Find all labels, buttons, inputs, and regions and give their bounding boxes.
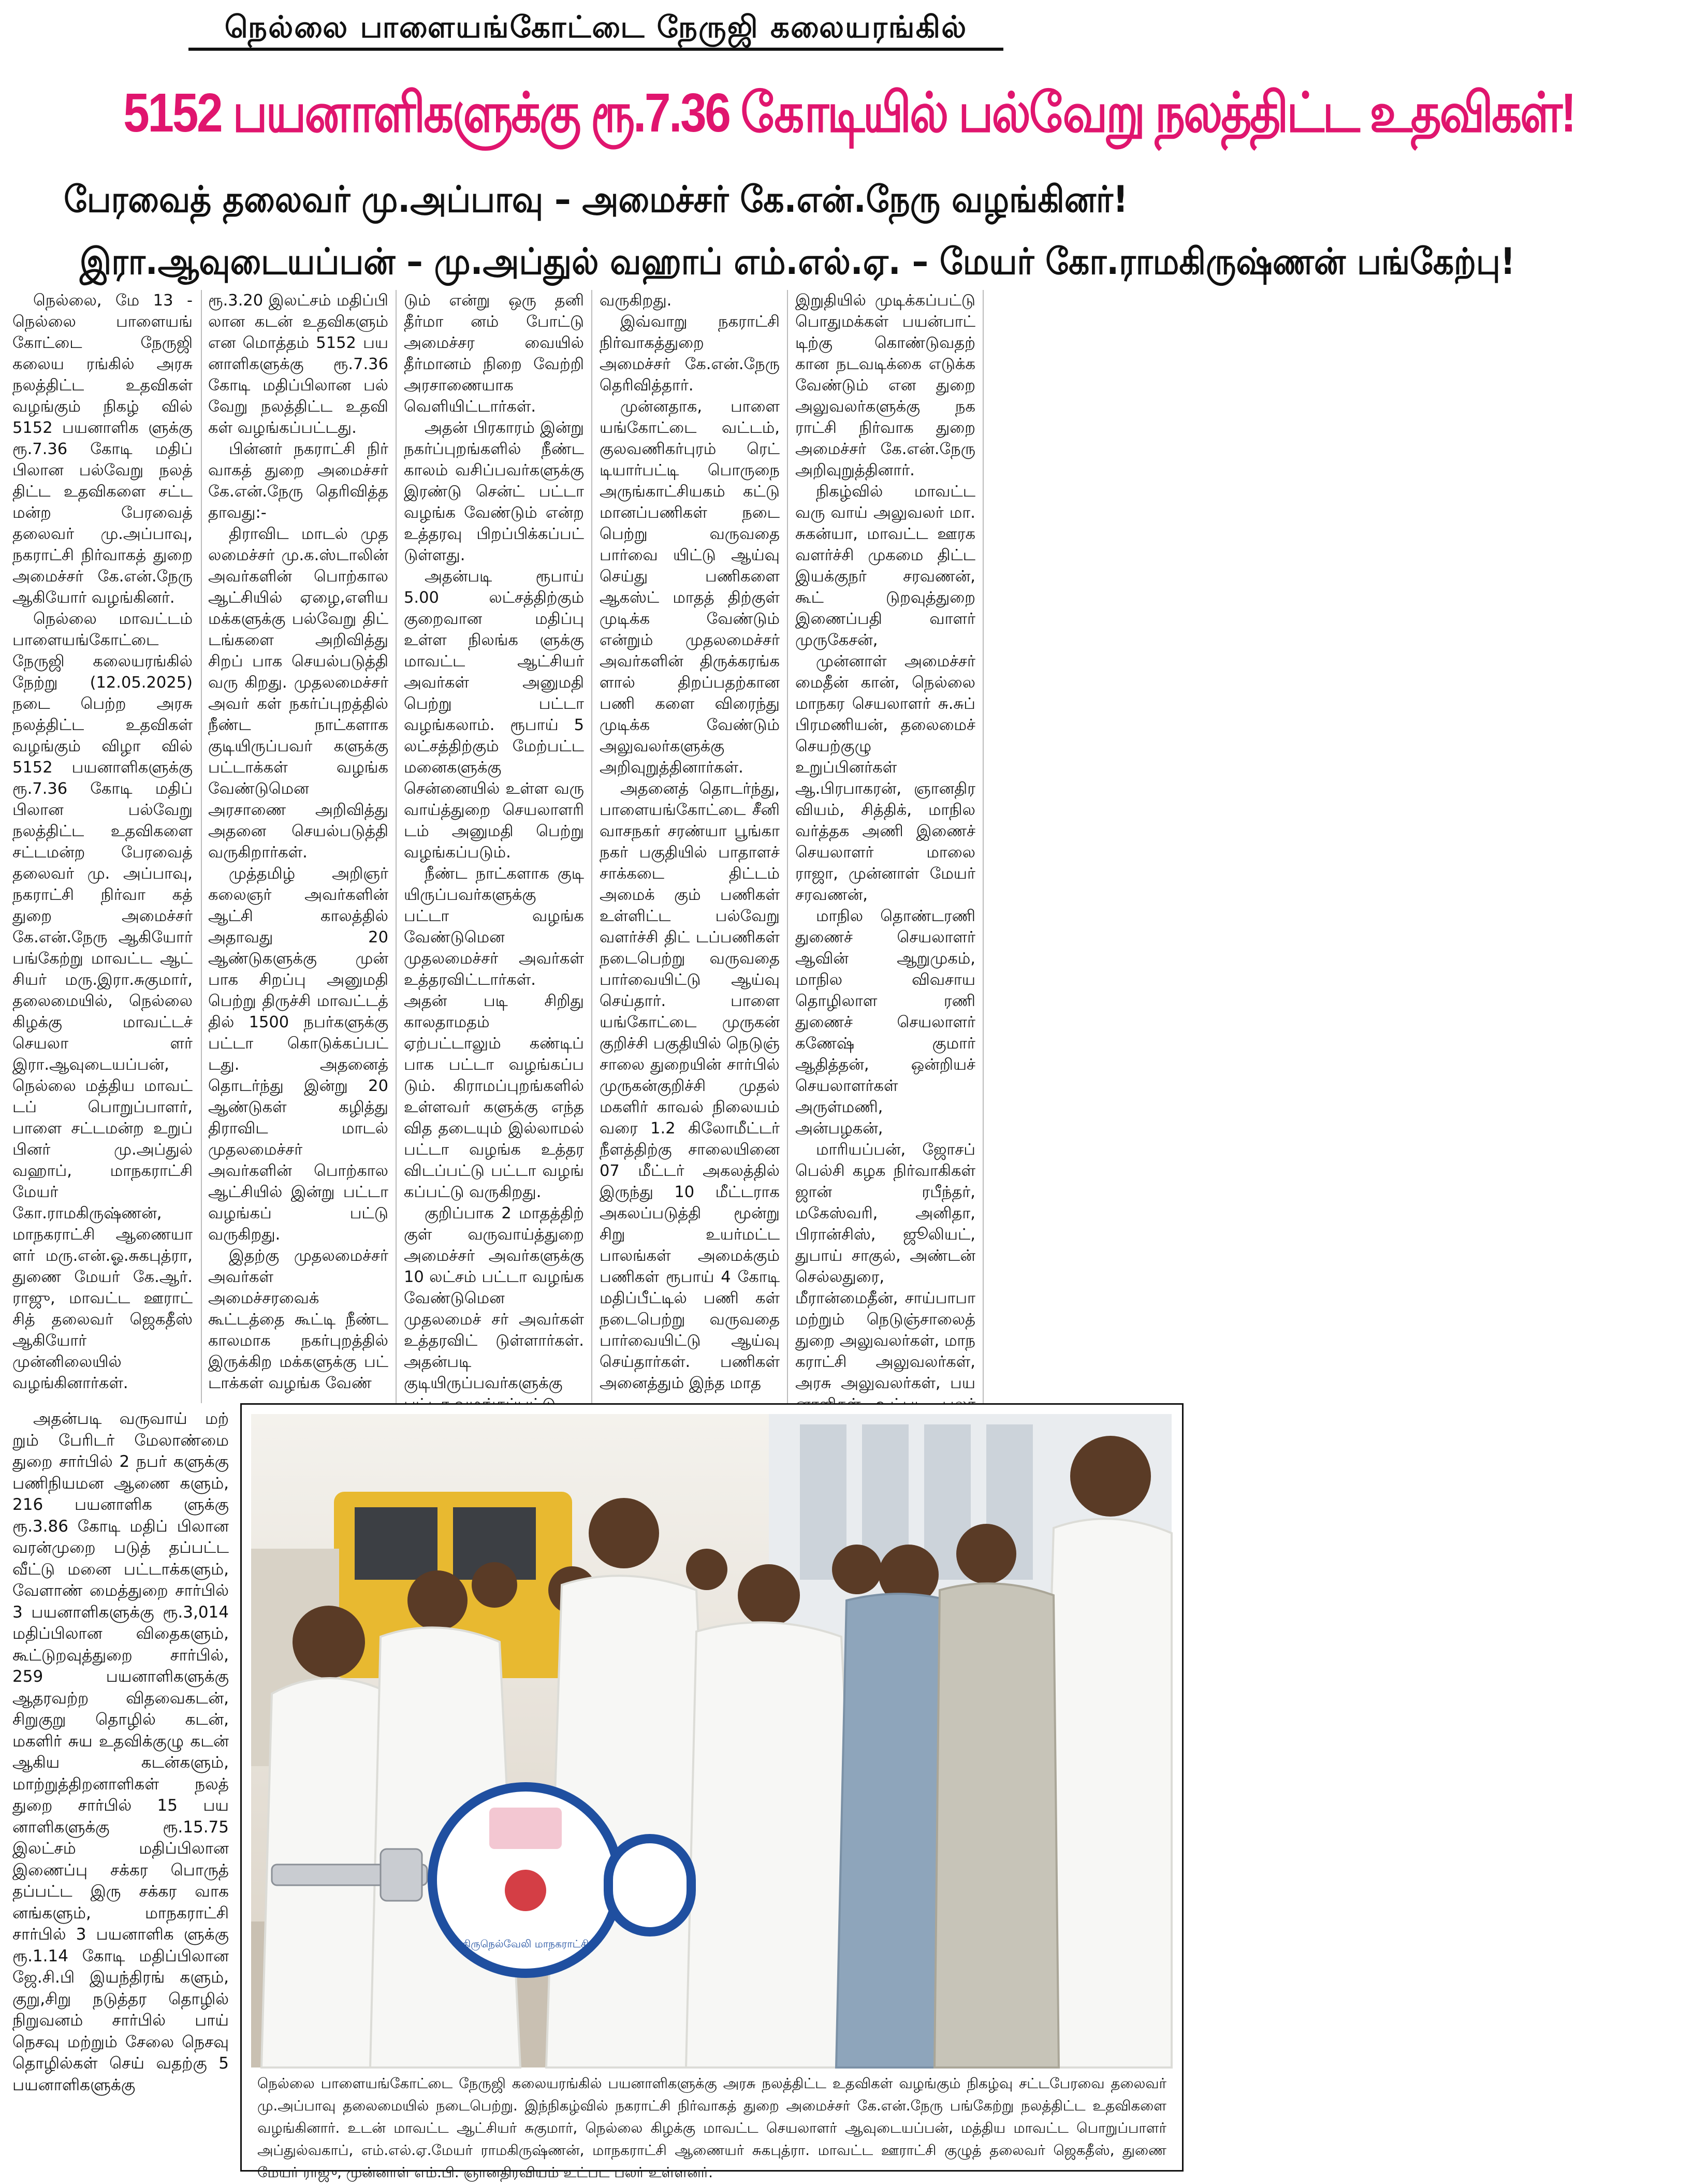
paragraph: அதன்படி வருவாய் மற் றும் பேரிடர் மேலாண்மை துறை சார்பில் 2 நபர் களுக்கு பணிநியமன ஆணை களும், 216 பயனாளிக ளுக்கு ரூ.3.86 கோடி மதிப் பிலான வரன்முறை படுத் தப்பட்ட வீட்டு மனை பட்டாக்களும், வேளாண் மைத்துறை சார்பில் 3 பயனாளிகளுக்கு ரூ.3,014 மதிப்பிலான விதைகளும், கூட்டுறவுத்துறை சார்பில், 259 பயனாளிகளுக்கு ஆதரவற்ற விதவைகடன், சிறுகுறு தொழில் கடன், மகளிர் சுய உதவிக்குழு கடன் ஆகிய கடன்களும், மாற்றுத்திறனாளிகள் நலத் துறை சார்பில் 15 பய னாளிகளுக்கு ரூ.15.75 இலட்சம் மதிப்பிலான இணைப்பு சக்கர பொருத் தப்பட்ட இரு சக்கர வாக னங்களும், மாநகராட்சி சார்பில் 3 பயனாளிக ளுக்கு ரூ.1.14 கோடி மதிப்பிலான ஜே.சி.பி இயந்திரங் களும், குறு,சிறு நடுத்தர தொழில் நிறுவனம் சார்பில் பாய் நெசவு மற்றும் சேலை நெசவு தொழில்கள் செய் வதற்கு 5 பயனாளிகளுக்கு bbox=[12, 1409, 229, 2094]
photo-frame bbox=[240, 1403, 1184, 2181]
paragraph: குறிப்பாக 2 மாதத்திற் குள் வருவாய்த்துறை அமைச்சர் அவர்களுக்கு 10 லட்சம் பட்டா வழங்க வேண்டுமென முதலமைச் சர் அவர்கள் உத்தரவிட் டுள்ளார்கள். அதன்படி குடியிருப்பவர்களுக்கு bbox=[404, 1204, 584, 1392]
column-divider bbox=[983, 290, 984, 1403]
paragraph: டும் என்று ஒரு தனி தீர்மா னம் போட்டு அமைச்சர வையில் தீர்மானம் நிறை வேற்றி அரசாணையாக வெளியிட்டார்கள். bbox=[404, 292, 584, 416]
paragraph: மாநில தொண்டரணி துணைச் செயலாளர் ஆவின் ஆறுமுகம், மாநில விவசாய தொழிலாள ரணி துணைச் செயலாளர் கணேஷ் குமார் ஆதித்தன், ஒன்றியச் செயலாளர்கள் அருள்மணி, அன்பழகன், bbox=[795, 907, 975, 1138]
subheadline-2 bbox=[0, 233, 1515, 290]
subheadline-2-text: இரா.ஆவுடையப்பன் – மு.அப்துல் வஹாப் எம்.எல்.ஏ. – மேயர் கோ.ராமகிருஷ்ணன் பங்கேற்பு! bbox=[80, 240, 1515, 283]
paragraph: ரூ.3.20 இலட்சம் மதிப்பி லான கடன் உதவிகளும் என மொத்தம் 5152 பய னாளிகளுக்கு ரூ.7.36 கோடி மதிப்பிலான பல் வேறு நலத்திட்ட உதவி கள் வழங்கப்பட்டது. bbox=[208, 292, 388, 437]
subheadline-1 bbox=[0, 171, 1192, 228]
article-column-4 bbox=[600, 290, 780, 1394]
key-prop-label: திருநெல்வேலி மாநகராட்சி bbox=[462, 1938, 589, 1950]
headline-text: 5152 பயனாளிகளுக்கு ரூ.7.36 கோடியில் பல்வேறு நலத்திட்ட உதவிகள்! bbox=[123, 82, 1575, 143]
paragraph: இறுதியில் முடிக்கப்பட்டு பொதுமக்கள் பயன்பாட் டிற்கு கொண்டுவதற் கான நடவடிக்கை எடுக்க வேண்டும் என துறை அலுவலர்களுக்கு நக ராட்சி நிர்வாக துறை அமைச்சர் கே.என்.நேரு அறிவுறுத்தினார். bbox=[795, 292, 975, 479]
kicker-text: நெல்லை பாளையங்கோட்டை நேருஜி கலையரங்கில் bbox=[188, 6, 1004, 51]
paragraph: நெல்லை, மே 13 - நெல்லை பாளையங் கோட்டை நேருஜி கலைய ரங்கில் அரசு நலத்திட்ட உதவிகள் வழங்கும் நிகழ் வில் 5152 பயனாளிக ளுக்கு ரூ.7.36 கோடி மதிப் பிலான பல்வேறு நலத் திட்ட உதவிகளை சட்ட மன்ற பேரவைத் தலைவர் மு.அப்பாவு, நகராட்சி நிர்வாகத் துறை அமைச்சர் கே.என்.நேரு ஆகியோர் வழங்கினர். bbox=[12, 292, 193, 607]
paragraph: அதன் பிரகாரம் இன்று நகர்ப்புறங்களில் நீண்ட காலம் வசிப்பவர்களுக்கு இரண்டு சென்ட் பட்டா வழங்க வேண்டும் என்ற உத்தரவு பிறப்பிக்கப்பட் டுள்ளது. bbox=[404, 419, 584, 564]
article-column-1 bbox=[12, 290, 193, 1394]
article-columns bbox=[12, 290, 1179, 1408]
paragraph: பின்னர் நகராட்சி நிர் வாகத் துறை அமைச்சர் கே.என்.நேரு தெரிவித்த தாவது:- bbox=[208, 440, 388, 522]
paragraph: முன்னாள் அமைச்சர் மைதீன் கான், நெல்லை மாநகர செயலாளர் சு.சுப் பிரமணியன், தலைமைச் செயற்குழு உறுப்பினர்கள் ஆ.பிரபாகரன், ஞானதிர வியம், சித்திக், மாநில வர்த்தக அணி இணைச் செயலாளர் மாலை ராஜா, முன்னாள் மேயர் சரவணன், bbox=[795, 652, 975, 904]
subheadline-1-text: பேரவைத் தலைவர் மு.அப்பாவு – அமைச்சர் கே.என்.நேரு வழங்கினர்! bbox=[64, 178, 1128, 221]
column-divider bbox=[787, 290, 788, 1403]
event-photo bbox=[251, 1414, 1172, 2067]
article-column-5 bbox=[795, 290, 975, 1436]
paragraph: திராவிட மாடல் முத லமைச்சர் மு.க.ஸ்டாலின் அவர்களின் பொற்கால ஆட்சியில் ஏழை,எளிய மக்களுக்கு பல்வேறு திட் டங்களை அறிவித்து சிறப் பாக செயல்படுத்தி வரு கிறது. முதலமைச்சர் அவர் கள் நகர்ப்புறத்தில் நீண்ட நாட்களாக குடியிருப்பவர் களுக்கு பட்டாக்கள் வழங்க வேண்டுமென அரசாணை அறிவித்து அதனை செயல்படுத்தி வருகிறார்கள். bbox=[208, 525, 388, 862]
paragraph: முத்தமிழ் அறிஞர் கலைஞர் அவர்களின் ஆட்சி காலத்தில் அதாவது 20 ஆண்டுகளுக்கு முன் பாக சிறப்பு அனுமதி பெற்று திருச்சி மாவட்டத் தில் 1500 நபர்களுக்கு பட்டா கொடுக்கப்பட் டது. அதனைத் தொடர்ந்து இன்று 20 ஆண்டுகள் கழித்து திராவிட மாடல் முதலமைச்சர் அவர்களின் பொற்கால ஆட்சியில் இன்று பட்டா வழங்கப் பட்டு வருகிறது. bbox=[208, 865, 388, 1244]
paragraph: இவ்வாறு நகராட்சி நிர்வாகத்துறை அமைச்சர் கே.என்.நேரு தெரிவித்தார். bbox=[600, 313, 780, 395]
paragraph: மாரியப்பன், ஜோசப் பெல்சி கழக நிர்வாகிகள் ஜான் ரபீந்தர், மகேஸ்வரி, அனிதா, பிரான்சிஸ், ஜூலியட், துபாய் சாகுல், அண்டன் செல்லதுரை, மீரான்மைதீன், சாய்பாபா மற்றும் நெடுஞ்சாலைத் துறை அலுவலர்கள், மாந கராட்சி அலுவலர்கள், அரசு அலுவலர்கள், பய bbox=[795, 1141, 975, 1392]
paragraph: இதற்கு முதலமைச்சர் அவர்கள் அமைச்சரவைக் கூட்டத்தை கூட்டி நீண்ட காலமாக நகர்புறத்தில் இருக்கிற மக்களுக்கு பட் டாக்கள் வழங்க வேண் bbox=[208, 1247, 388, 1392]
photo-caption: நெல்லை பாளையங்கோட்டை நேருஜி கலையரங்கில் பயனாளிகளுக்கு அரசு நலத்திட்ட உதவிகள் வழங்கும் நிகழ்வு சட்டபேரவை தலைவர் மு.அப்பாவு தலைமையில் நடைபெற்று. இந்நிகழ்வில் நகராட்சி நிர்வாகத் துறை அமைச்சர் கே.என்.நேரு பங்கேற்று நலத்திட்ட உதவிகளை வழங்கினார். உடன் மாவட்ட ஆட்சியர் சுகுமார், நெல்லை கிழக்கு மாவட்ட செயலாளர் ஆவுடையப்பன், மத்திய மாவட்ட பொறுப்பாளர் அப்துல்வகாப், எம்.எல்.ஏ.மேயர் ராமகிருஷ்ணன், மாநகராட்சி ஆணையர் சுகபுத்ரா. மாவட்ட ஊராட்சி குழுத் தலைவர் ஜெகதீஸ், துணை மேயர் ராஜு, முன்னாள் எம்.பி. ஞானதிரவியம் உட்பட பலர் உள்ளனர். bbox=[257, 2075, 1166, 2181]
photo-illustration bbox=[251, 1414, 1172, 2067]
paragraph: அதன்படி ரூபாய் 5.00 லட்சத்திற்கும் குறைவான மதிப்பு உள்ள நிலங்க ளுக்கு மாவட்ட ஆட்சியர் அவர்கள் அனுமதி பெற்று பட்டா வழங்கலாம். ரூபாய் 5 லட்சத்திற்கும் மேற்பட்ட மனைகளுக்கு சென்னையில் உள்ள வரு வாய்த்துறை செயலாளரி டம் அனுமதி பெற்று வழங்கப்படும். bbox=[404, 567, 584, 862]
lower-left-column bbox=[12, 1408, 229, 2096]
paragraph: முன்னதாக, பாளை யங்கோட்டை வட்டம், குலவணிகர்புரம் ரெட் டியார்பட்டி பொருநை அருங்காட்சியகம் கட்டு மானப்பணிகள் நடை பெற்று வருவதை பார்வை யிட்டு ஆய்வு செய்து பணிகளை ஆகஸ்ட் மாதத் திற்குள் முடிக்க வேண்டும் என்றும் முதலமைச்சர் அவர்களின் திருக்கரங்க ளால் திறப்பதற்கான பணி களை விரைந்து முடிக்க வேண்டும் அலுவலர்களுக்கு அறிவுறுத்தினார்கள். bbox=[600, 398, 780, 777]
article-column-2 bbox=[208, 290, 388, 1394]
column-divider bbox=[396, 290, 397, 1403]
paragraph: நீண்ட நாட்களாக குடி யிருப்பவர்களுக்கு பட்டா வழங்க வேண்டுமென முதலமைச்சர் அவர்கள் உத்தரவிட்டார்கள். அதன் படி சிறிது காலதாமதம் ஏற்பட்டாலும் கண்டிப் பாக பட்டா வழங்கப்ப டும். கிராமப்புறங்களில் உள்ளவர் களுக்கு எந்த வித தடையும் இல்லாமல் பட்டா வழங்க உத்தர விடப்பட்டு பட்டா வழங் கப்பட்டு வருகிறது. bbox=[404, 865, 584, 1201]
paragraph: வருகிறது. bbox=[600, 292, 672, 310]
paragraph: நிகழ்வில் மாவட்ட வரு வாய் அலுவலர் மா. சுகன்யா, மாவட்ட ஊரக வளர்ச்சி முகமை திட்ட இயக்குநர் சரவணன், கூட் டுறவுத்துறை இணைப்பதி வாளர் முருகேசன், bbox=[795, 483, 975, 649]
column-divider bbox=[201, 290, 202, 1403]
paragraph: அதனைத் தொடர்ந்து, பாளையங்கோட்டை சீனி வாசநகர் சரண்யா பூங்கா நகர் பகுதியில் பாதாளச் சாக்கடை திட்டம் அமைக் கும் பணிகள் உள்ளிட்ட பல்வேறு வளர்ச்சி திட் டப்பணிகள் நடைபெற்று வருவதை பார்வையிட்டு ஆய்வு செய்தார். பாளை யங்கோட்டை முருகன் குறிச்சி பகுதியில் நெடுஞ் சாலை துறையின் சார்பில் முருகன்குறிச்சி முதல் மகளிர் காவல் நிலையம் வரை 1.2 கிலோமீட்டர் நீளத்திற்கு சாலையினை 07 மீட்டர் அகலத்தில் இருந்து 10 மீட்டராக அகலப்படுத்தி மூன்று சிறு உயர்மட்ட பாலங்கள் அமைக்கும் பணிகள் ரூபாய் 4 கோடி மதிப்பீட்டில் பணி கள் நடைபெற்று வருவதை பார்வையிட்டு ஆய்வு செய்தார்கள். பணிகள் அனைத்தும் இந்த மாத bbox=[600, 780, 780, 1392]
paragraph: நெல்லை மாவட்டம் பாளையங்கோட்டை நேருஜி கலையரங்கில் நேற்று (12.05.2025) நடை பெற்ற அரசு நலத்திட்ட உதவிகள் வழங்கும் விழா வில் 5152 பயனாளிகளுக்கு ரூ.7.36 கோடி மதிப் பிலான பல்வேறு நலத்திட்ட உதவிகளை சட்டமன்ற பேரவைத் தலைவர் மு. அப்பாவு, நகராட்சி நிர்வா கத் துறை அமைச்சர் கே.என்.நேரு ஆகியோர் பங்கேற்று மாவட்ட ஆட் சியர் மரு.இரா.சுகுமார், தலைமையில், நெல்லை கிழக்கு மாவட்டச் செயலா ளர் இரா.ஆவுடையப்பன், நெல்லை மத்திய மாவட் டப் பொறுப்பாளர், பாளை சட்டமன்ற உறுப் பினர் மு.அப்துல் வஹாப், மாநகராட்சி மேயர் கோ.ராமகிருஷ்ணன், மாநகராட்சி ஆணையா ளர் மரு.என்.ஓ.சுகபுத்ரா, துணை மேயர் கே.ஆர். ராஜு, மாவட்ட ஊராட் சித் தலைவர் ஜெகதீஸ் ஆகியோர் முன்னிலையில் வழங்கினார்கள். bbox=[12, 610, 193, 1392]
column-divider bbox=[591, 290, 592, 1403]
headline-banner bbox=[5, 61, 1575, 165]
kicker-line bbox=[0, 0, 1192, 57]
article-column-3 bbox=[404, 290, 584, 1415]
